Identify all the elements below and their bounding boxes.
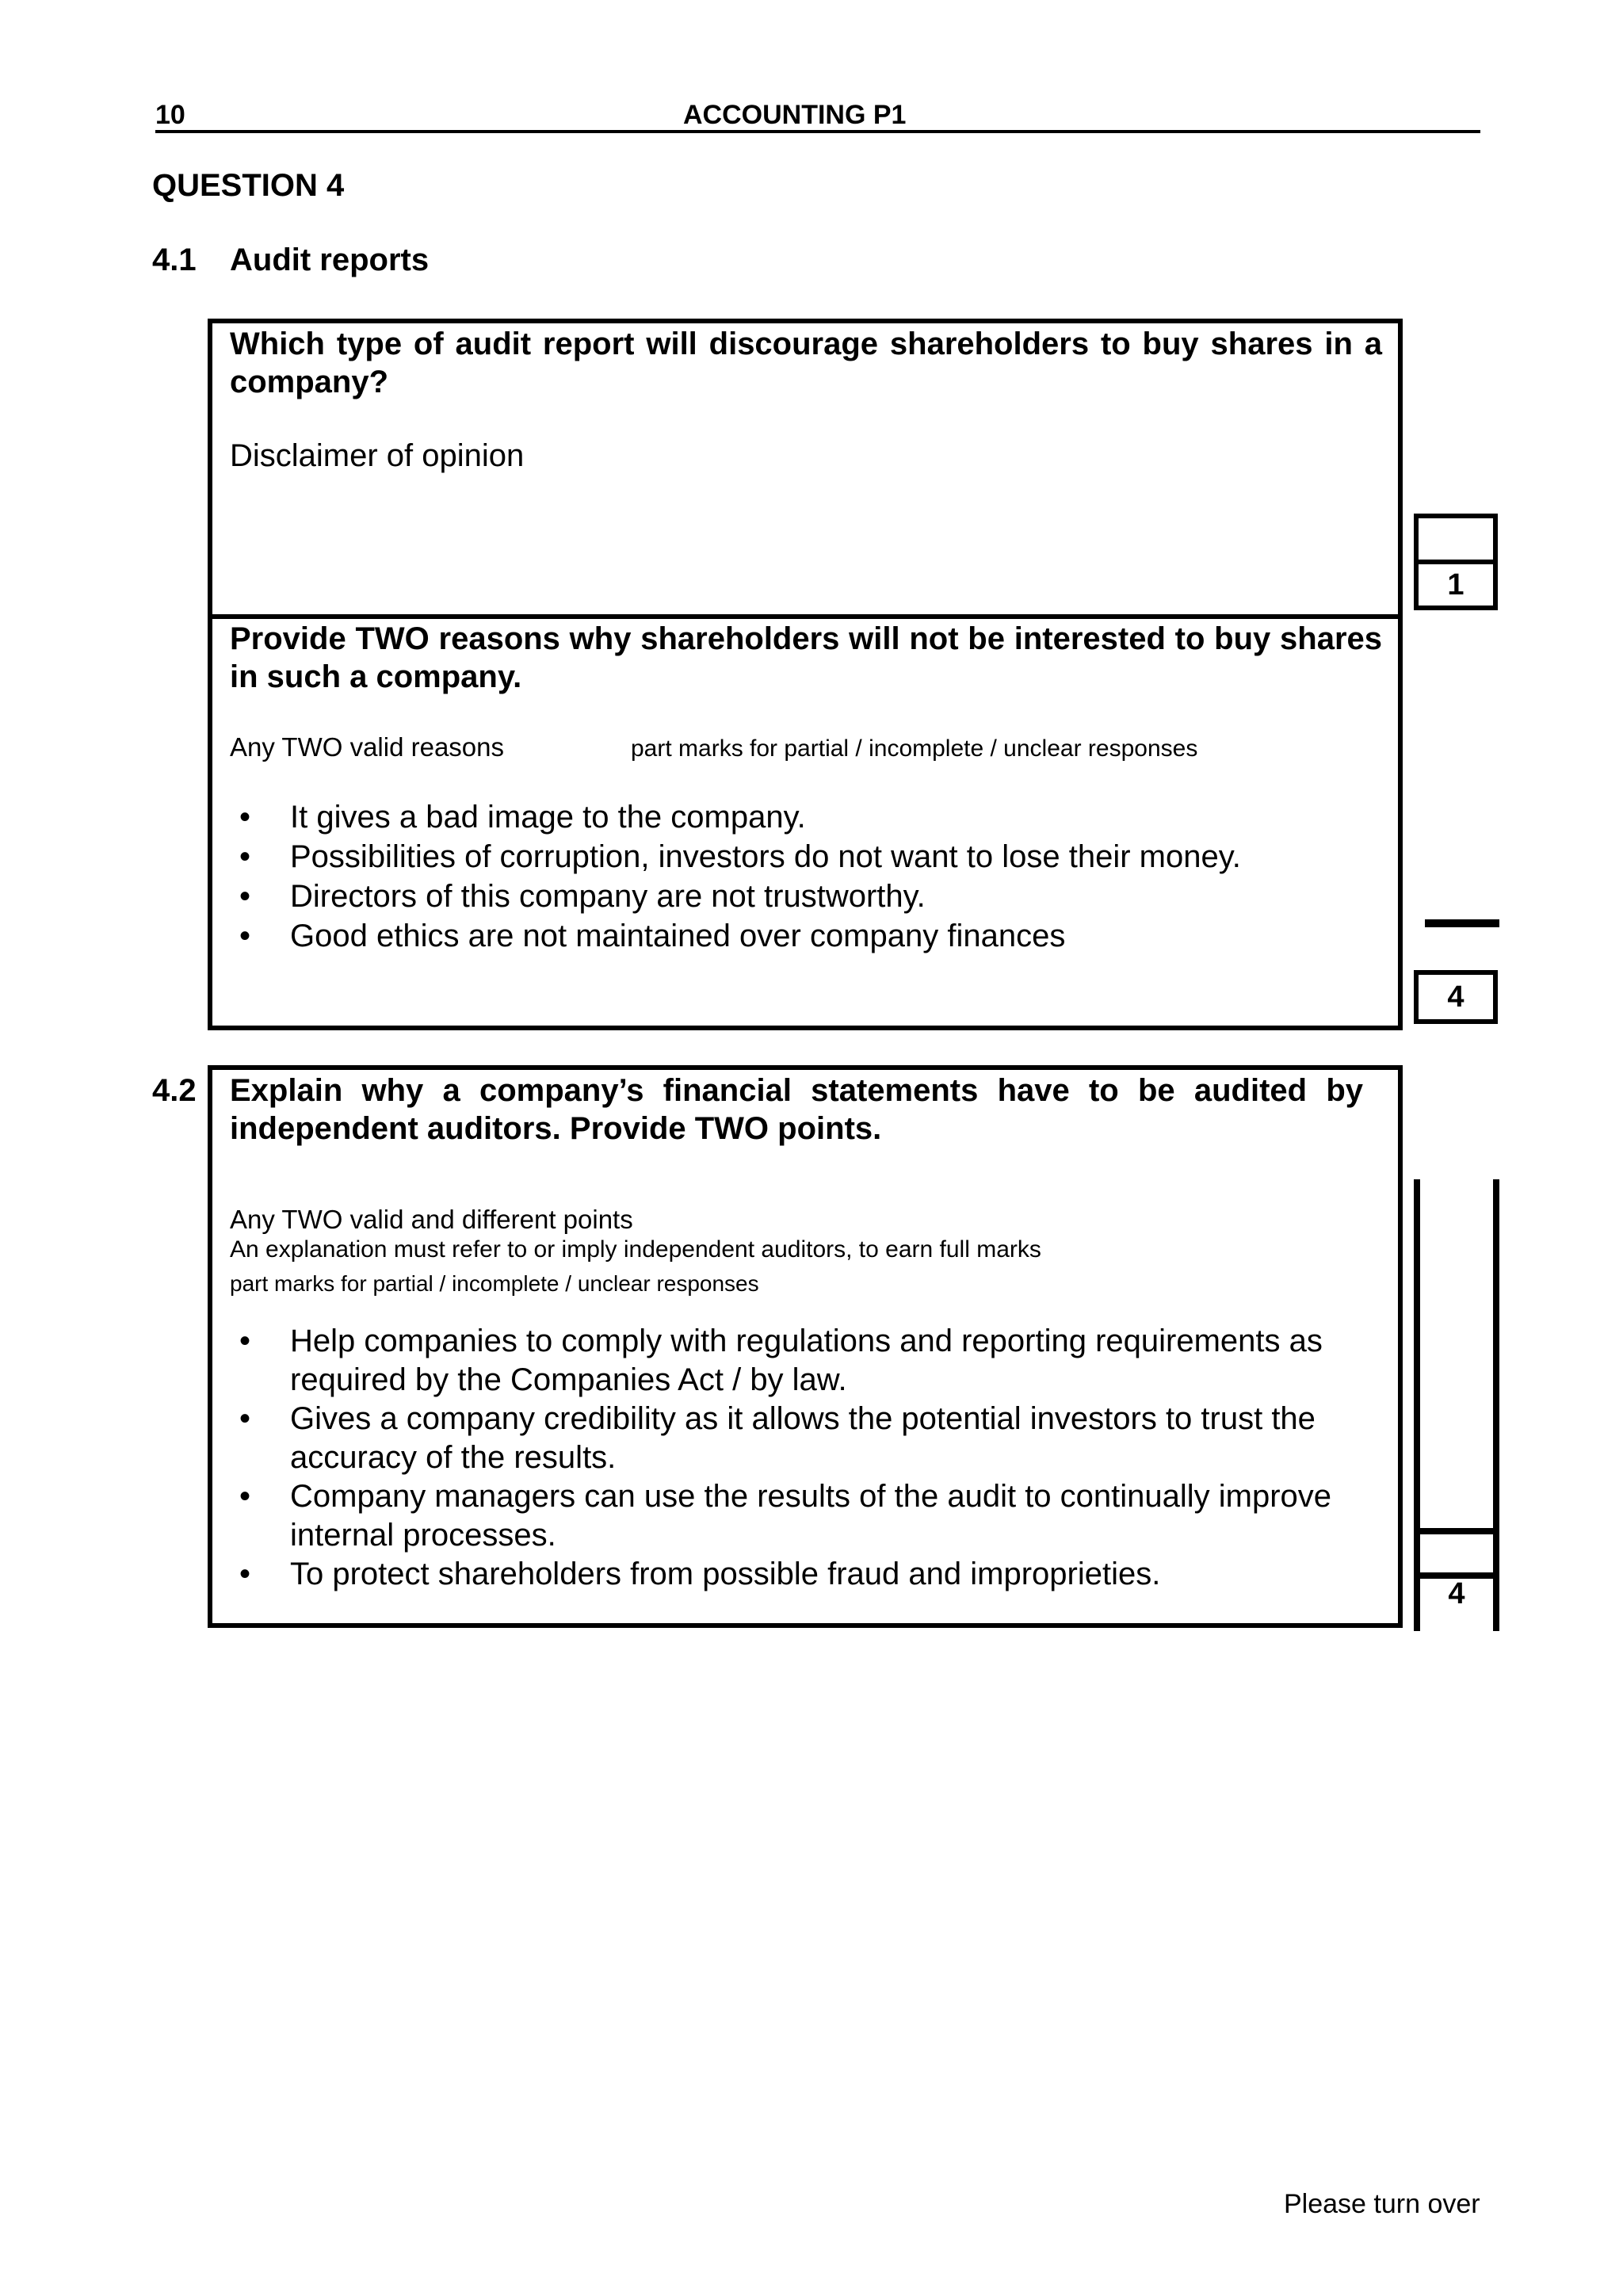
section-4-2-number: 4.2	[152, 1073, 197, 1108]
list-item: • Possibilities of corruption, investors do not want to lose their money.	[230, 837, 1339, 877]
footer-text: Please turn over	[1284, 2189, 1480, 2219]
list-item: • Directors of this company are not trustworthy.	[230, 877, 1339, 916]
question-title: QUESTION 4	[152, 168, 345, 203]
section-4-2-marking-note: Any TWO valid and different points	[230, 1205, 633, 1234]
list-item: • To protect shareholders from possible fraud and improprieties.	[230, 1555, 1379, 1594]
section-4-1-marking-note: Any TWO valid reasons	[230, 732, 505, 762]
mark-box-blank	[1414, 514, 1498, 564]
section-4-2-question: Explain why a company’s financial statements have to be audited by independent auditors. Provide TWO points.	[230, 1073, 1363, 1146]
section-4-1-title: Audit reports	[230, 243, 430, 277]
mark-column-left-rule	[1414, 1179, 1420, 1631]
list-item: • Gives a company credibility as it allows the potential investors to trust the accuracy of the results.	[230, 1400, 1379, 1477]
mark-box-4-2: 4	[1448, 1577, 1465, 1610]
list-item: • Company managers can use the results of the audit to continually improve internal processes.	[230, 1477, 1379, 1555]
mark-column-rule	[1414, 1528, 1499, 1534]
mark-column-right-rule	[1493, 1179, 1499, 1631]
section-4-1-number: 4.1	[152, 243, 197, 277]
mark-dash	[1425, 919, 1499, 927]
list-item: • Help companies to comply with regulations and reporting requirements as required by the Companies Act / by law.	[230, 1322, 1379, 1400]
section-4-2-points-list	[230, 1322, 1379, 1594]
list-item: • Good ethics are not maintained over company finances	[230, 916, 1339, 956]
section-4-1-divider	[208, 614, 1403, 619]
section-4-1-part-marks-note: part marks for partial / incomplete / unclear responses	[631, 735, 1198, 762]
section-4-2-explanation-note: An explanation must refer to or imply independent auditors, to earn full marks	[230, 1236, 1041, 1263]
page-number: 10	[155, 100, 185, 130]
section-4-1-question-2: Provide TWO reasons why shareholders will not be interested to buy shares in such a company.	[230, 621, 1382, 694]
mark-box-4-1-2: 4	[1414, 970, 1498, 1024]
section-4-1-reasons-list	[230, 797, 1339, 956]
header-rule	[155, 130, 1480, 133]
section-4-1-question-1: Which type of audit report will discourage shareholders to buy shares in a company?	[230, 327, 1382, 399]
section-4-2-part-marks-note: part marks for partial / incomplete / unclear responses	[230, 1271, 759, 1296]
list-item: • It gives a bad image to the company.	[230, 797, 1339, 837]
section-4-1-answer-1: Disclaimer of opinion	[230, 438, 525, 473]
paper-title: ACCOUNTING P1	[683, 100, 907, 130]
mark-box-4-1-1: 1	[1414, 560, 1498, 610]
